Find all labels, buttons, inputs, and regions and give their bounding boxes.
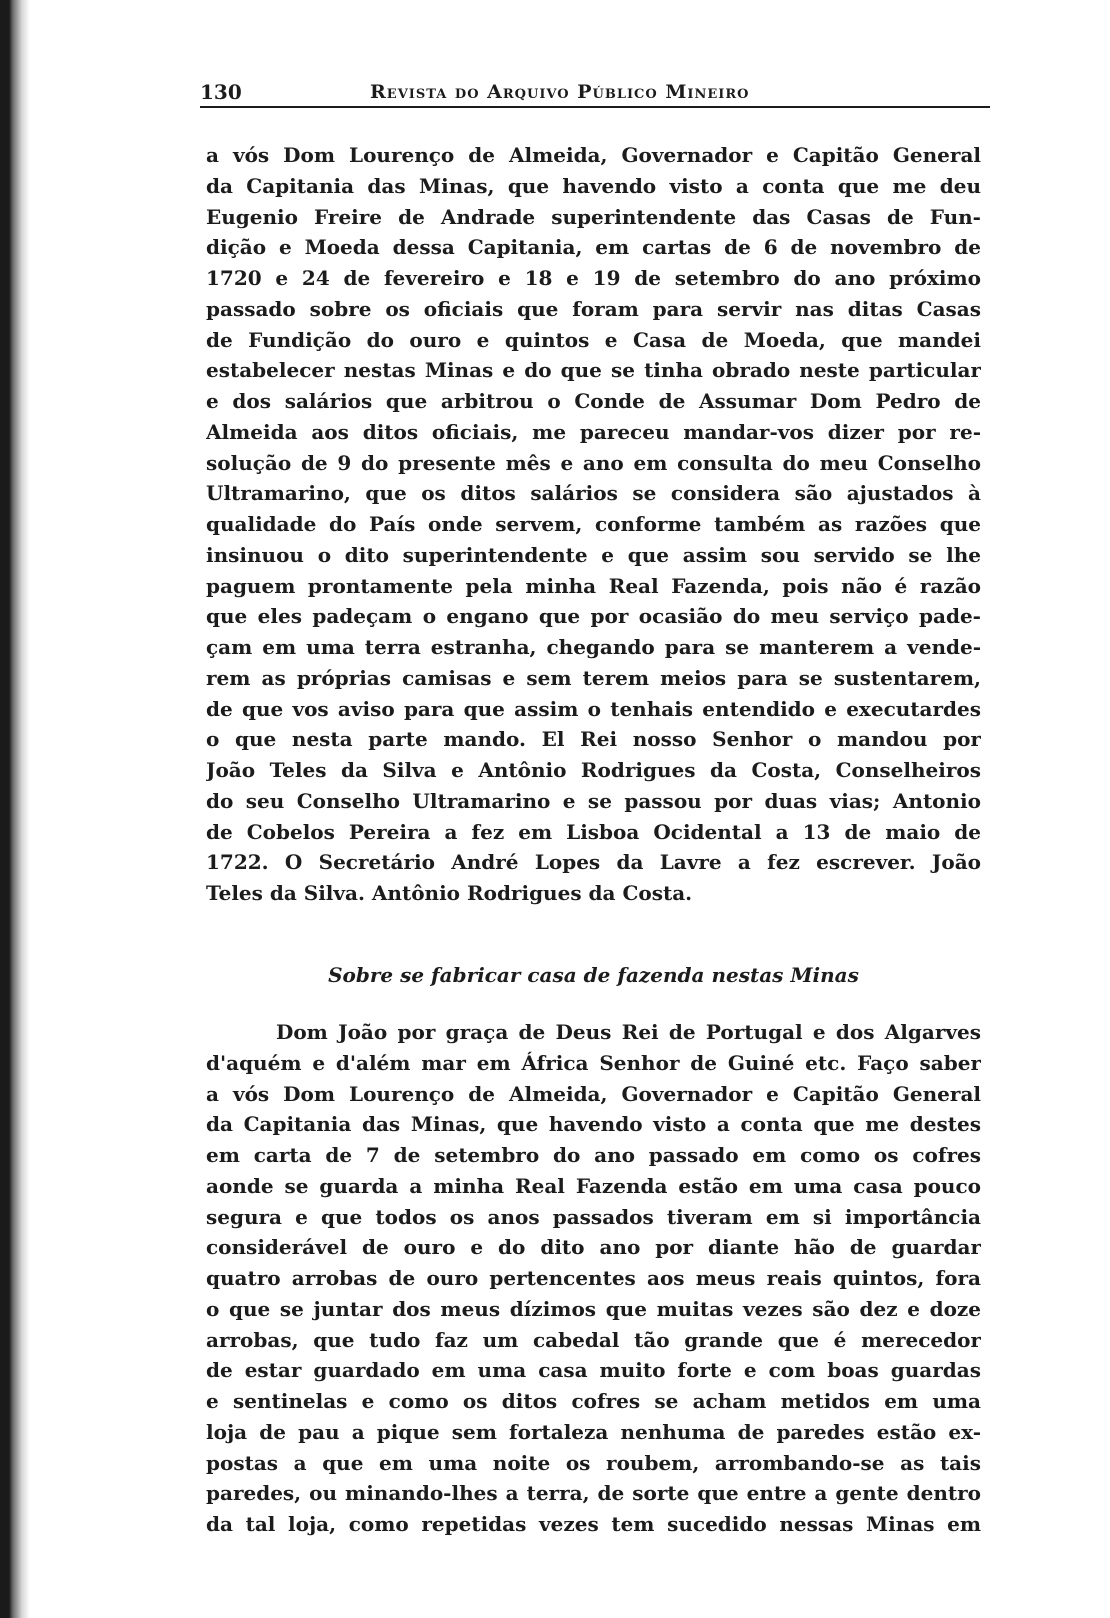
text-line: aonde se guarda a minha Real Fazenda estão em uma casa pouco — [206, 1173, 981, 1198]
text-line: qualidade do País onde servem, conforme também as razões que — [206, 512, 981, 536]
text-line: da Capitania das Minas, que havendo visto a conta que me destes — [206, 1112, 981, 1137]
text-line: quatro arrobas de ouro pertencentes aos meus reais quintos, fora — [206, 1266, 981, 1290]
text-line: considerável de ouro e do dito ano por diante hão de guardar — [206, 1235, 981, 1260]
header-rule — [200, 106, 990, 108]
text-line: çam em uma terra estranha, chegando para se manterem a vende- — [206, 635, 981, 659]
page-header — [200, 80, 990, 104]
text-line: o que nesta parte mando. El Rei nosso Senhor o mandou por — [206, 727, 981, 752]
text-line: de Cobelos Pereira a fez em Lisboa Ocidental a 13 de maio de — [206, 819, 981, 844]
text-line: de que vos aviso para que assim o tenhais entendido e executardes — [206, 696, 981, 721]
text-line: o que se juntar dos meus dízimos que muitas vezes são dez e doze — [206, 1296, 981, 1321]
text-line: rem as próprias camisas e sem terem meios para se sustentarem, — [206, 665, 981, 690]
text-line: Teles da Silva. Antônio Rodrigues da Costa. — [206, 881, 693, 905]
text-line: estabelecer nestas Minas e do que se tinha obrado neste particular — [206, 358, 981, 383]
text-line: paguem prontamente pela minha Real Fazenda, pois não é razão — [206, 573, 981, 598]
text-line: do seu Conselho Ultramarino e se passou por duas vias; Antonio — [206, 788, 981, 813]
text-line: paredes, ou minando-lhes a terra, de sorte que entre a gente dentro — [206, 1481, 981, 1506]
paragraph-dom-joao — [206, 1017, 981, 1540]
text-line: a vós Dom Lourenço de Almeida, Governador e Capitão General — [206, 1081, 981, 1106]
text-line: da tal loja, como repetidas vezes tem sucedido nessas Minas em — [206, 1512, 981, 1536]
text-line: postas a que em uma noite os roubem, arrombando-se as tais — [206, 1450, 981, 1475]
section-heading: Sobre se fabricar casa de fazenda nestas Minas — [328, 963, 859, 987]
text-line: 1722. O Secretário André Lopes da Lavre a fez escrever. João — [206, 850, 981, 875]
text-line: Eugenio Freire de Andrade superintendente das Casas de Fun- — [206, 204, 981, 229]
text-line: Dom João por graça de Deus Rei de Portugal e dos Algarves — [276, 1020, 981, 1044]
text-line: e sentinelas e como os ditos cofres se acham metidos em uma — [206, 1389, 981, 1413]
text-line: 1720 e 24 de fevereiro e 18 e 19 de setembro do ano próximo — [206, 266, 981, 290]
text-line: insinuou o dito superintendente e que assim sou servido se lhe — [206, 542, 981, 567]
text-line: Ultramarino, que os ditos salários se considera são ajustados à — [206, 481, 981, 506]
text-line: d'aquém e d'além mar em África Senhor de Guiné etc. Faço saber — [206, 1050, 981, 1075]
paragraph-continued — [206, 140, 981, 909]
text-line: solução de 9 do presente mês e ano em consulta do meu Conselho — [206, 450, 981, 475]
text-line: a vós Dom Lourenço de Almeida, Governador e Capitão General — [206, 143, 981, 167]
text-line: em carta de 7 de setembro do ano passado em como os cofres — [206, 1143, 981, 1167]
text-line: da Capitania das Minas, que havendo visto a conta que me deu — [206, 173, 981, 198]
text-line: Almeida aos ditos oficiais, me pareceu mandar-vos dizer por re- — [206, 419, 981, 444]
text-line: e dos salários que arbitrou o Conde de Assumar Dom Pedro de — [206, 389, 981, 413]
text-line: João Teles da Silva e Antônio Rodrigues da Costa, Conselheiros — [206, 758, 981, 782]
page-number: 130 — [200, 80, 242, 104]
text-line: dição e Moeda dessa Capitania, em cartas de 6 de novembro de — [206, 235, 981, 260]
page-binding-edge — [0, 0, 30, 1618]
text-line: passado sobre os oficiais que foram para servir nas ditas Casas — [206, 296, 981, 321]
text-line: segura e que todos os anos passados tiveram em si importância — [206, 1204, 981, 1229]
text-line: loja de pau a pique sem fortaleza nenhuma de paredes estão ex- — [206, 1419, 981, 1444]
text-line: de Fundição do ouro e quintos e Casa de Moeda, que mandei — [206, 327, 981, 352]
text-line: que eles padeçam o engano que por ocasião do meu serviço pade- — [206, 604, 981, 629]
running-head: Revista do Arquivo Público Mineiro — [370, 81, 750, 103]
text-line: arrobas, que tudo faz um cabedal tão grande que é merecedor — [206, 1327, 981, 1352]
text-line: de estar guardado em uma casa muito forte e com boas guardas — [206, 1358, 981, 1383]
